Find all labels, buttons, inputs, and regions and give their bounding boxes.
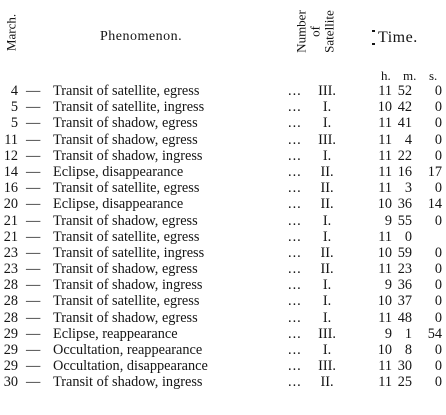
satellite-number-cell: II. bbox=[320, 261, 334, 278]
minutes-cell: 22 bbox=[397, 147, 412, 164]
dash-cell: — bbox=[26, 358, 41, 375]
day-cell: 23 bbox=[3, 244, 18, 261]
phenomenon-cell: Transit of shadow, ingress bbox=[53, 147, 203, 164]
seconds-cell: 0 bbox=[434, 212, 442, 229]
leader-dots: ... bbox=[288, 115, 302, 132]
phenomenon-cell: Transit of shadow, egress bbox=[53, 212, 198, 229]
table-body bbox=[0, 83, 446, 391]
seconds-cell: 0 bbox=[434, 277, 442, 294]
day-cell: 29 bbox=[3, 358, 18, 375]
day-cell: 4 bbox=[10, 83, 18, 99]
day-cell: 12 bbox=[3, 147, 18, 164]
time-column-header: Time. bbox=[378, 29, 418, 46]
hours-cell: 10 bbox=[377, 244, 392, 261]
seconds-unit: s. bbox=[429, 68, 438, 83]
hours-cell: 11 bbox=[378, 261, 392, 278]
seconds-cell: 0 bbox=[434, 293, 442, 310]
minutes-cell: 8 bbox=[404, 342, 412, 358]
satellite-number-cell: II. bbox=[320, 180, 334, 197]
dash-cell: — bbox=[26, 212, 41, 229]
day-cell: 30 bbox=[3, 374, 18, 391]
dash-cell: — bbox=[26, 309, 41, 326]
day-cell: 20 bbox=[3, 196, 18, 213]
dash-cell: — bbox=[26, 196, 41, 213]
table-row bbox=[0, 342, 446, 358]
satellite-number-cell: II. bbox=[320, 163, 334, 180]
dash-cell: — bbox=[26, 244, 41, 261]
hours-cell: 10 bbox=[377, 196, 392, 213]
phenomenon-cell: Transit of satellite, egress bbox=[53, 180, 200, 197]
satellite-number-cell: II. bbox=[320, 244, 334, 261]
minutes-cell: 52 bbox=[397, 83, 412, 99]
day-cell: 14 bbox=[3, 163, 18, 180]
table-row bbox=[0, 374, 446, 390]
seconds-cell: 0 bbox=[434, 131, 442, 148]
phenomenon-cell: Transit of satellite, egress bbox=[53, 83, 200, 99]
table-row bbox=[0, 83, 446, 99]
dash-cell: — bbox=[26, 261, 41, 278]
minutes-cell: 48 bbox=[397, 309, 412, 326]
dash-cell: — bbox=[26, 83, 41, 99]
day-cell: 28 bbox=[3, 293, 18, 310]
satellite-number-cell: III. bbox=[318, 131, 336, 148]
leader-dots: ... bbox=[288, 261, 302, 278]
dash-cell: — bbox=[26, 99, 41, 116]
leader-dots: ... bbox=[288, 325, 302, 342]
phenomenon-cell: Transit of satellite, ingress bbox=[53, 244, 205, 261]
leader-dots: ... bbox=[288, 374, 302, 391]
phenomenon-cell: Transit of shadow, ingress bbox=[53, 277, 203, 294]
minutes-unit: m. bbox=[403, 68, 417, 83]
dash-cell: — bbox=[26, 374, 41, 391]
month-column-header: March. bbox=[3, 13, 19, 52]
seconds-cell: 17 bbox=[427, 163, 442, 180]
leader-dots: ... bbox=[288, 131, 302, 148]
phenomenon-cell: Eclipse, disappearance bbox=[53, 196, 184, 213]
leader-dots: ... bbox=[288, 293, 302, 310]
dash-cell: — bbox=[26, 131, 41, 148]
day-cell: 16 bbox=[3, 180, 18, 197]
hours-cell: 11 bbox=[378, 228, 392, 245]
minutes-cell: 37 bbox=[397, 293, 412, 310]
satellite-number-cell: I. bbox=[322, 342, 332, 358]
minutes-cell: 23 bbox=[397, 261, 412, 278]
table-row bbox=[0, 180, 446, 196]
table-row bbox=[0, 358, 446, 374]
hours-cell: 9 bbox=[384, 325, 392, 342]
leader-dots: ... bbox=[288, 99, 302, 116]
minutes-cell: 41 bbox=[397, 115, 412, 132]
seconds-cell: 0 bbox=[434, 180, 442, 197]
day-cell: 21 bbox=[3, 212, 18, 229]
satellite-number-cell: I. bbox=[322, 99, 332, 116]
hours-cell: 10 bbox=[377, 342, 392, 358]
phenomenon-cell: Transit of shadow, egress bbox=[53, 115, 198, 132]
day-cell: 28 bbox=[3, 277, 18, 294]
satellite-number-cell: I. bbox=[322, 115, 332, 132]
hours-cell: 9 bbox=[384, 277, 392, 294]
time-header-mark bbox=[372, 30, 375, 45]
seconds-cell: 0 bbox=[434, 374, 442, 391]
table-row bbox=[0, 261, 446, 277]
table-row bbox=[0, 99, 446, 115]
satellite-number-cell: I. bbox=[322, 277, 332, 294]
hours-unit: h. bbox=[381, 68, 391, 83]
satellite-number-cell: II. bbox=[320, 374, 334, 391]
table-row bbox=[0, 196, 446, 212]
dash-cell: — bbox=[26, 115, 41, 132]
leader-dots: ... bbox=[288, 180, 302, 197]
seconds-cell: 0 bbox=[434, 147, 442, 164]
table-row bbox=[0, 310, 446, 326]
phenomenon-cell: Occultation, disappearance bbox=[53, 358, 208, 375]
seconds-cell: 0 bbox=[434, 309, 442, 326]
phenomenon-cell: Transit of shadow, egress bbox=[53, 261, 198, 278]
satellite-number-cell: III. bbox=[318, 83, 336, 99]
day-cell: 29 bbox=[3, 325, 18, 342]
minutes-cell: 1 bbox=[404, 325, 412, 342]
leader-dots: ... bbox=[288, 244, 302, 261]
seconds-cell: 0 bbox=[434, 99, 442, 116]
hours-cell: 10 bbox=[377, 293, 392, 310]
satellite-number-cell: III. bbox=[318, 358, 336, 375]
table-row bbox=[0, 245, 446, 261]
dash-cell: — bbox=[26, 277, 41, 294]
leader-dots: ... bbox=[288, 358, 302, 375]
hours-cell: 11 bbox=[378, 131, 392, 148]
seconds-cell: 0 bbox=[434, 261, 442, 278]
dash-cell: — bbox=[26, 147, 41, 164]
dash-cell: — bbox=[26, 325, 41, 342]
day-cell: 5 bbox=[10, 99, 18, 116]
day-cell: 5 bbox=[10, 115, 18, 132]
table-row bbox=[0, 229, 446, 245]
day-cell: 21 bbox=[3, 228, 18, 245]
day-cell: 29 bbox=[3, 342, 18, 358]
satellite-header-line2: of bbox=[307, 26, 323, 37]
hours-cell: 11 bbox=[378, 163, 392, 180]
table-row bbox=[0, 293, 446, 309]
satellite-number-cell: I. bbox=[322, 147, 332, 164]
minutes-cell: 16 bbox=[397, 163, 412, 180]
satellite-number-cell: I. bbox=[322, 228, 332, 245]
phenomenon-cell: Transit of satellite, egress bbox=[53, 293, 200, 310]
leader-dots: ... bbox=[288, 196, 302, 213]
hours-cell: 11 bbox=[378, 83, 392, 99]
minutes-cell: 55 bbox=[397, 212, 412, 229]
minutes-cell: 4 bbox=[404, 131, 412, 148]
seconds-cell: 0 bbox=[434, 358, 442, 375]
minutes-cell: 3 bbox=[404, 180, 412, 197]
satellite-number-cell: I. bbox=[322, 293, 332, 310]
leader-dots: ... bbox=[288, 163, 302, 180]
satellite-header-line3: Satellite bbox=[321, 10, 337, 53]
day-cell: 28 bbox=[3, 309, 18, 326]
minutes-cell: 59 bbox=[397, 244, 412, 261]
satellite-number-cell: I. bbox=[322, 212, 332, 229]
hours-cell: 11 bbox=[378, 115, 392, 132]
leader-dots: ... bbox=[288, 83, 302, 99]
leader-dots: ... bbox=[288, 212, 302, 229]
minutes-cell: 0 bbox=[404, 228, 412, 245]
dash-cell: — bbox=[26, 228, 41, 245]
minutes-cell: 36 bbox=[397, 196, 412, 213]
satellite-header-line1: Number bbox=[293, 10, 309, 53]
phenomenon-cell: Transit of satellite, egress bbox=[53, 228, 200, 245]
hours-cell: 11 bbox=[378, 309, 392, 326]
seconds-cell: 14 bbox=[427, 196, 442, 213]
phenomenon-cell: Transit of shadow, egress bbox=[53, 309, 198, 326]
phenomenon-cell: Occultation, reappearance bbox=[53, 342, 203, 358]
leader-dots: ... bbox=[288, 147, 302, 164]
satellite-number-cell: III. bbox=[318, 325, 336, 342]
minutes-cell: 25 bbox=[397, 374, 412, 391]
seconds-cell: 0 bbox=[434, 115, 442, 132]
phenomenon-column-header: Phenomenon. bbox=[100, 29, 183, 44]
table-row bbox=[0, 326, 446, 342]
day-cell: 11 bbox=[4, 131, 18, 148]
minutes-cell: 30 bbox=[397, 358, 412, 375]
seconds-cell: 54 bbox=[427, 325, 442, 342]
seconds-cell: 0 bbox=[434, 83, 442, 99]
table-row bbox=[0, 213, 446, 229]
table-row bbox=[0, 164, 446, 180]
table-row bbox=[0, 148, 446, 164]
phenomenon-cell: Eclipse, disappearance bbox=[53, 163, 184, 180]
leader-dots: ... bbox=[288, 309, 302, 326]
satellite-number-cell: I. bbox=[322, 309, 332, 326]
dash-cell: — bbox=[26, 293, 41, 310]
table-row bbox=[0, 115, 446, 131]
hours-cell: 10 bbox=[377, 99, 392, 116]
phenomenon-cell: Eclipse, reappearance bbox=[53, 325, 178, 342]
leader-dots: ... bbox=[288, 228, 302, 245]
table-row bbox=[0, 277, 446, 293]
leader-dots: ... bbox=[288, 277, 302, 294]
phenomenon-cell: Transit of shadow, egress bbox=[53, 131, 198, 148]
leader-dots: ... bbox=[288, 342, 302, 358]
dash-cell: — bbox=[26, 163, 41, 180]
dash-cell: — bbox=[26, 180, 41, 197]
hours-cell: 11 bbox=[378, 358, 392, 375]
satellite-number-cell: II. bbox=[320, 196, 334, 213]
hours-cell: 11 bbox=[378, 374, 392, 391]
table-row bbox=[0, 132, 446, 148]
phenomenon-cell: Transit of shadow, ingress bbox=[53, 374, 203, 391]
seconds-cell: 0 bbox=[434, 342, 442, 358]
hours-cell: 9 bbox=[384, 212, 392, 229]
day-cell: 23 bbox=[3, 261, 18, 278]
minutes-cell: 36 bbox=[397, 277, 412, 294]
hours-cell: 11 bbox=[378, 147, 392, 164]
dash-cell: — bbox=[26, 342, 41, 358]
minutes-cell: 42 bbox=[397, 99, 412, 116]
phenomenon-cell: Transit of satellite, ingress bbox=[53, 99, 205, 116]
hours-cell: 11 bbox=[378, 180, 392, 197]
seconds-cell: 0 bbox=[434, 244, 442, 261]
